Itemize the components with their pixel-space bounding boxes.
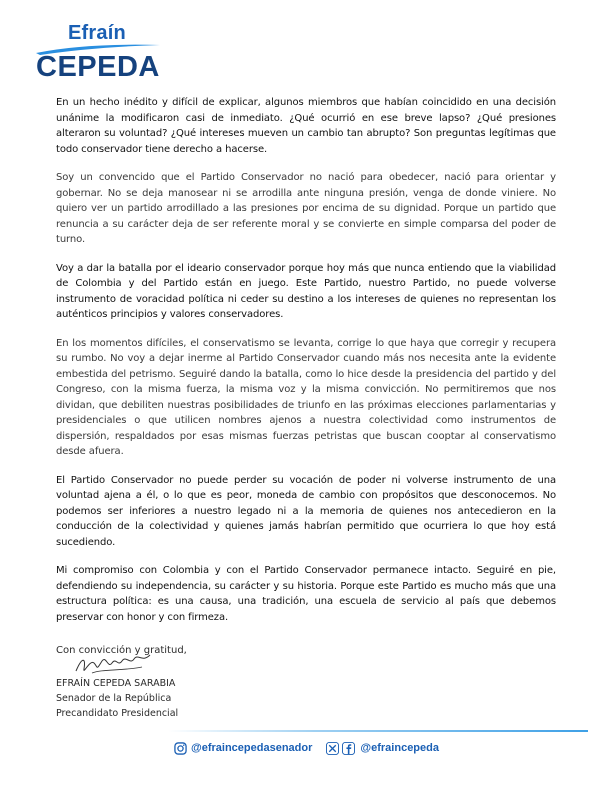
footer-divider: [168, 728, 588, 734]
logo: [34, 22, 162, 86]
paragraph: Voy a dar la batalla por el ideario conservador porque hoy más que nunca entiendo que la viabilidad de Colombia y del Partido están en juego. Este Partido, nuestro Partido, no puede volverse instrumento de voracidad política ni ceder su destino a los intereses de quienes no representan los auténticos principios y valores conservadores.: [56, 262, 556, 320]
signature-icon: [72, 649, 154, 679]
footer: [174, 740, 439, 756]
paragraph: Soy un convencido que el Partido Conservador no nació para obedecer, nació para orientar y gobernar. No se deja manosear ni se arrodilla ante ninguna presión, venga de donde viniere. No quiero ver un partido arrodillado a las presiones por encima de su dignidad. Porque un partido que renuncia a su carácter deja de ser referente moral y se convierte en simple comparsa del poder de turno.: [56, 172, 556, 245]
instagram-icon[interactable]: [174, 742, 187, 755]
facebook-icon[interactable]: [342, 742, 355, 755]
signer-role: Precandidato Presidencial: [56, 708, 179, 719]
letter-body: [56, 95, 556, 638]
closing-line: Con convicción y gratitud,: [56, 645, 187, 656]
paragraph: Mi compromiso con Colombia y con el Partido Conservador permanece intacto. Seguiré en pie, defendiendo su independencia, su carácter y su historia. Porque este Partido es mucho más que una estructura política: es una causa, una tradición, una escuela de servicio al país que debemos preservar con honor y con firmeza.: [56, 565, 556, 623]
social-handle[interactable]: @efraincepeda: [360, 742, 439, 754]
paragraph: En un hecho inédito y difícil de explicar, algunos miembros que habían coincidido en una decisión unánime la modificaron casi de inmediato. ¿Qué ocurrió en ese breve lapso? ¿Qué presiones alteraron su voluntad? ¿Qué intereses mueven un cambio tan abrupto? Son preguntas legítimas que todo conservador tiene derecho a hacerse.: [56, 97, 556, 155]
instagram-handle[interactable]: @efraincepedasenador: [191, 742, 313, 754]
signature-block: [56, 676, 178, 721]
signer-title: Senador de la República: [56, 693, 172, 704]
x-icon[interactable]: [326, 742, 339, 755]
paragraph: El Partido Conservador no puede perder su vocación de poder ni volverse instrumento de una voluntad ajena a él, o lo que es peor, moneda de cambio con propósitos que desconocemos. No podemos ser inferiores a nuestro legado ni a la memoria de quienes nos antecedieron en la conducción de la colectividad y quienes jamás habrían permitido que ocurriera lo que hoy está sucediendo.: [56, 474, 556, 548]
signer-name: EFRAÍN CEPEDA SARABIA: [56, 678, 176, 689]
logo-last-name: CEPEDA: [36, 51, 160, 83]
logo-first-name: Efraín: [68, 22, 126, 44]
paragraph: En los momentos difíciles, el conservatismo se levanta, corrige lo que haya que corregir y recupera su rumbo. No voy a dejar inerme al Partido Conservador cuando más nos necesita ante la evidente embestida del petrismo. Seguiré dando la batalla, como lo hice desde la presidencia del partido y del Congreso, con la misma fuerza, la misma voz y la misma convicción. No permitiremos que nos dividan, que debiliten nuestras posibilidades de triunfo en las próximas elecciones parlamentarias y presidenciales o que utilicen nombres ajenos a nuestra colectividad como instrumentos de dispersión, respaldados por esas mismas fuerzas petristas que buscan cooptar al conservatismo desde afuera.: [56, 337, 556, 457]
